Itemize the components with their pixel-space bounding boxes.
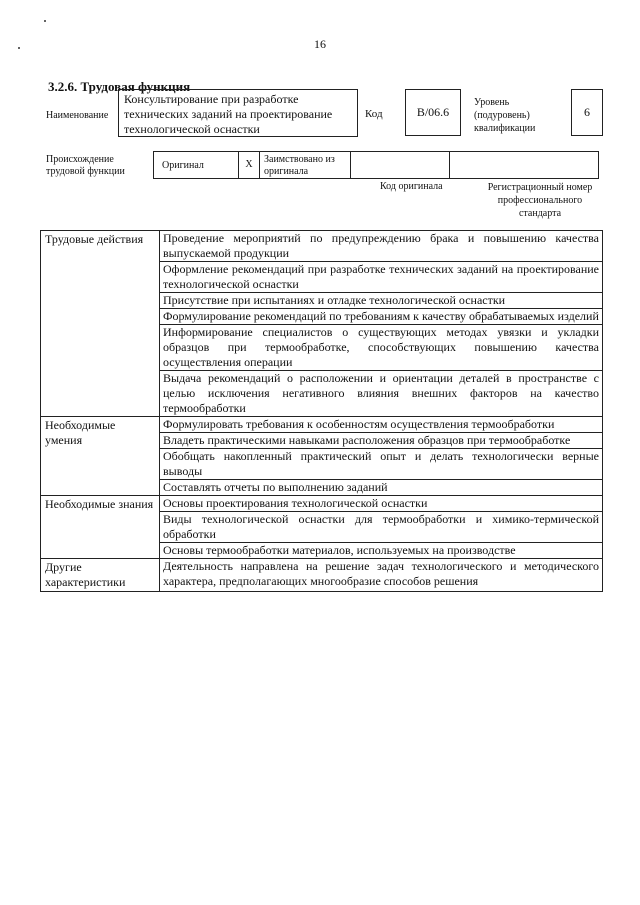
category-cell: Необходимые умения xyxy=(41,417,160,496)
item-cell: Оформление рекомендаций при разработке технических заданий на проектирование технологической оснастки xyxy=(160,262,603,293)
borrowed-cell xyxy=(259,151,351,179)
table-row xyxy=(41,417,603,433)
original-cell xyxy=(153,151,239,179)
item-cell: Присутствие при испытаниях и отладке технологической оснастки xyxy=(160,293,603,309)
characteristics-table xyxy=(40,230,603,592)
code-box xyxy=(405,89,461,136)
item-cell: Основы проектирования технологической оснастки xyxy=(160,496,603,512)
item-cell: Основы термообработки материалов, используемых на производстве xyxy=(160,543,603,559)
function-name-value: Консультирование при разработке технических заданий на проектирование технологической оснастки xyxy=(124,92,333,136)
code-value: B/06.6 xyxy=(416,105,450,119)
scan-speck xyxy=(44,20,46,22)
item-cell: Обобщать накопленный практический опыт и делать технологически верные выводы xyxy=(160,449,603,480)
category-cell: Трудовые действия xyxy=(41,231,160,417)
level-box xyxy=(571,89,603,136)
function-name-box xyxy=(118,89,358,137)
code-original-label: Код оригинала xyxy=(380,181,443,192)
item-cell: Выдача рекомендаций о расположении и ориентации деталей в пространстве с целью исключения негативного влияния внешних факторов на качество термообработки xyxy=(160,371,603,417)
category-cell: Другие характеристики xyxy=(41,559,160,592)
reg-number-cell xyxy=(449,151,599,179)
code-label: Код xyxy=(365,108,383,120)
table-row xyxy=(41,231,603,262)
table-row xyxy=(41,559,603,592)
section-title: 3.2.6. Трудовая функция xyxy=(48,79,191,94)
table-row xyxy=(41,496,603,512)
level-label: Уровень (подуровень) квалификации xyxy=(474,97,536,134)
name-label: Наименование xyxy=(46,110,109,121)
original-mark: X xyxy=(245,159,253,170)
item-cell: Проведение мероприятий по предупреждению брака и повышению качества выпускаемой продукции xyxy=(160,231,603,262)
item-cell: Информирование специалистов о существующих методах увязки и укладки образцов при термообработке, способствующих повышению качества осуществления операции xyxy=(160,325,603,371)
borrowed-label: Заимствовано из оригинала xyxy=(264,154,335,177)
item-cell: Составлять отчеты по выполнению заданий xyxy=(160,480,603,496)
origin-label: Происхождение трудовой функции xyxy=(46,154,125,177)
item-cell: Деятельность направлена на решение задач технологического и методического характера, предполагающих многообразие способов решения xyxy=(160,559,603,592)
item-cell: Формулировать требования к особенностям осуществления термообработки xyxy=(160,417,603,433)
original-label: Оригинал xyxy=(162,160,204,171)
original-mark-cell xyxy=(238,151,260,179)
level-value: 6 xyxy=(584,105,590,119)
origin-row xyxy=(154,151,602,179)
category-cell: Необходимые знания xyxy=(41,496,160,559)
item-cell: Владеть практическими навыками расположения образцов при термообработке xyxy=(160,433,603,449)
code-original-cell xyxy=(350,151,450,179)
reg-number-label: Регистрационный номер профессионального стандарта xyxy=(487,182,593,219)
item-cell: Формулирование рекомендаций по требованиям к качеству обрабатываемых изделий xyxy=(160,309,603,325)
page-number: 16 xyxy=(314,37,326,51)
item-cell: Виды технологической оснастки для термообработки и химико-термической обработки xyxy=(160,512,603,543)
